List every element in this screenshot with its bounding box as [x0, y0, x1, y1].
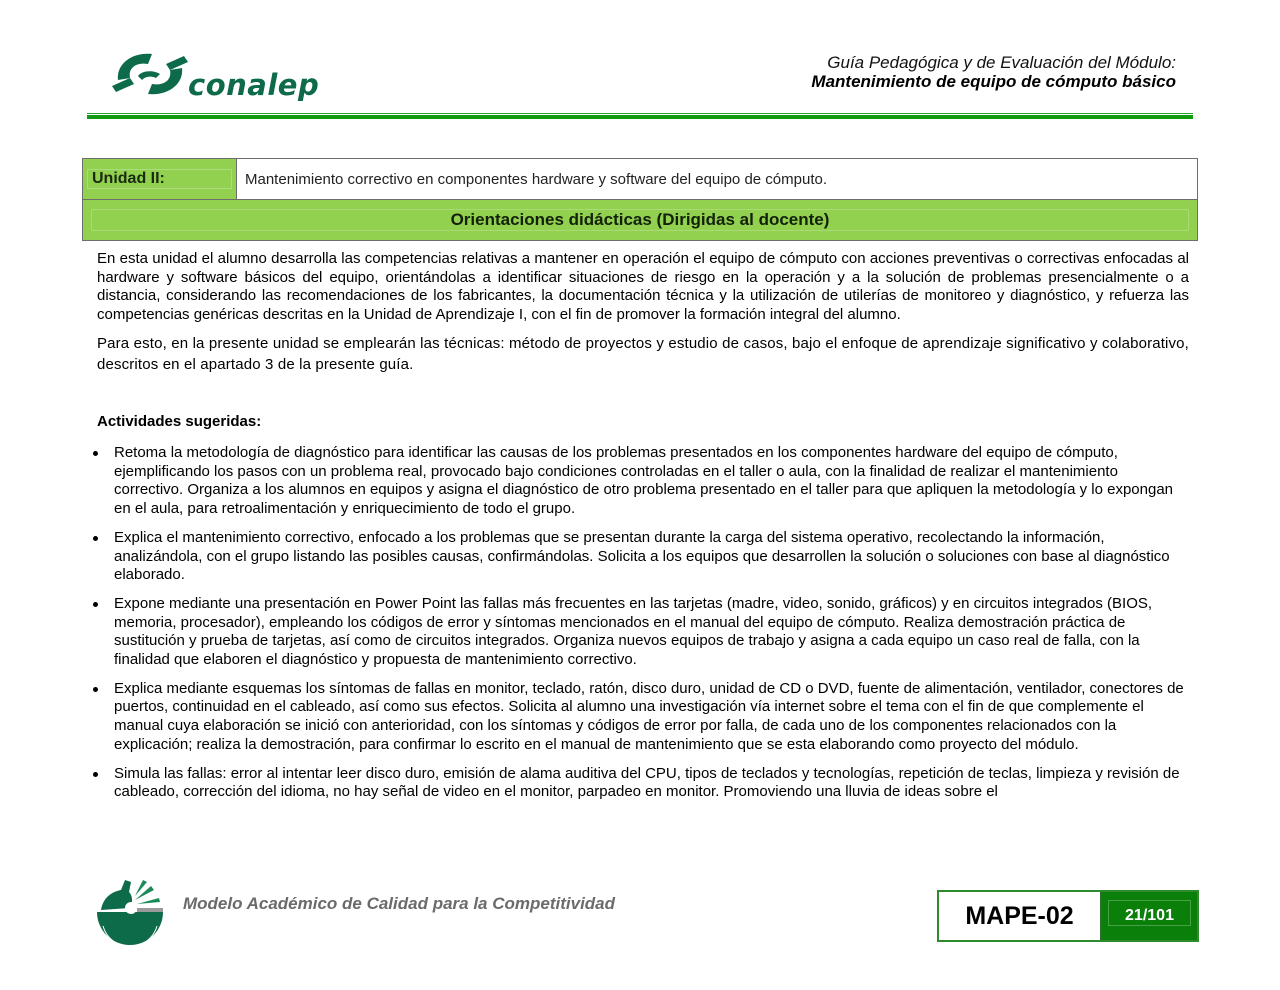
list-item: [87, 680, 1187, 755]
activity-text: Explica el mantenimiento correctivo, enfocado a los problemas que se presentan durante la carga del sistema operativo, recolectando la información, analizándola, con el grupo listando las posibles causas, confirmándolas. Solicita a los equipos que desarrollen la solución o soluciones con base al diagnóstico elaborado.: [114, 528, 1170, 584]
unit-description: Mantenimiento correctivo en componentes hardware y software del equipo de cómputo.: [237, 159, 1197, 199]
section-heading: Orientaciones didácticas (Dirigidas al docente): [83, 200, 1197, 240]
footer-model-text: Modelo Académico de Calidad para la Competitividad: [183, 894, 616, 913]
list-item: [87, 444, 1187, 519]
techniques-paragraph: Para esto, en la presente unidad se emplearán las técnicas: método de proyectos y estudio de casos, bajo el enfoque de aprendizaje significativo y colaborativo, descritos en el apartado 3 de la presente guía.: [97, 334, 1189, 373]
activity-text: Explica mediante esquemas los síntomas de fallas en monitor, teclado, ratón, disco duro, unidad de CD o DVD, fuente de alimentación, ventilador, conectores de puertos, continuidad en el cableado, así como sus efectos. Solicita al alumno una investigación vía internet sobre el tema con el fin de que complemente el manual cuya elaboración se inició con anterioridad, con los síntomas y códigos de error por falla, de cada uno de los componentes relacionados con la explicación; realiza la demostración, para confirmar lo escrito en el manual de mantenimiento que se esta elaborando como proyecto del módulo.: [114, 679, 1184, 753]
bullet-icon: [93, 536, 98, 541]
unit-label: Unidad II:: [83, 159, 237, 199]
document-title: [811, 53, 1176, 91]
conalep-emblem-icon: [112, 50, 188, 98]
list-item: [87, 529, 1187, 585]
list-item: [87, 765, 1187, 802]
list-item: [87, 595, 1187, 670]
activities-title: Actividades sugeridas:: [97, 412, 262, 430]
page-number: 21/101: [1102, 892, 1197, 940]
document-code-box: [937, 890, 1199, 942]
academic-model-emblem-icon: [95, 876, 165, 946]
module-title: Mantenimiento de equipo de cómputo básico: [811, 72, 1176, 91]
activity-text: Simula las fallas: error al intentar leer disco duro, emisión de alama auditiva del CPU, tipos de teclados y tecnologías, repetición de teclas, limpieza y revisión de cableado, corrección del idioma, no hay señal de video en el monitor, parpadeo en monitor. Promoviendo una lluvia de ideas sobre el: [114, 764, 1180, 801]
unit-table: [82, 158, 1198, 241]
guide-title: Guía Pedagógica y de Evaluación del Módulo:: [827, 53, 1176, 72]
bullet-icon: [93, 772, 98, 777]
bullet-icon: [93, 687, 98, 692]
unit-row: [83, 159, 1197, 200]
header-rule-thin: [87, 113, 1193, 114]
bullet-icon: [93, 602, 98, 607]
conalep-logo: [112, 50, 320, 106]
activity-text: Expone mediante una presentación en Power Point las fallas más frecuentes en las tarjetas (madre, video, sonido, gráficos) y en circuitos integrados (BIOS, memoria, procesador), empleando los códigos de error y síntomas mencionados en el manual del equipo de cómputo. Realiza demostración práctica de sustitución y prueba de tarjetas, así como de circuitos integrados. Organiza nuevos equipos de trabajo y asigna a cada equipo un caso real de falla, con la finalidad que elaboren el diagnóstico y propuesta de mantenimiento correctivo.: [114, 594, 1153, 669]
activities-list: [87, 444, 1187, 812]
document-code: MAPE-02: [939, 892, 1102, 940]
content-body: [97, 250, 1189, 442]
bullet-icon: [93, 451, 98, 456]
header-rule-thick: [87, 115, 1193, 119]
activity-text: Retoma la metodología de diagnóstico para identificar las causas de los problemas presentados en los componentes hardware del equipo de cómputo, ejemplificando los pasos con un problema real, provocado bajo condiciones controladas en el taller o aula, con la finalidad de realizar el mantenimiento correctivo. Organiza a los alumnos en equipos y asigna el diagnóstico de otro problema presentado en el taller para que apliquen la metodología y lo expongan en el aula, para retroalimentación y enriquecimiento de todo el grupo.: [114, 444, 1174, 518]
academic-model-logo: [95, 876, 165, 946]
intro-paragraph: En esta unidad el alumno desarrolla las competencias relativas a mantener en operación el equipo de cómputo con acciones preventivas o correctivas enfocadas al hardware y software básicos del equipo, orientándolas a identificar situaciones de riesgo en la operación y a la solución de problemas presencialmente o a distancia, considerando las recomendaciones de los fabricantes, la documentación técnica y la utilización de utilerías de monitoreo y diagnóstico, y refuerza las competencias genéricas descritas en la Unidad de Aprendizaje I, con el fin de promover la formación integral del alumno.: [97, 250, 1189, 324]
conalep-wordmark: conalep: [188, 68, 320, 102]
